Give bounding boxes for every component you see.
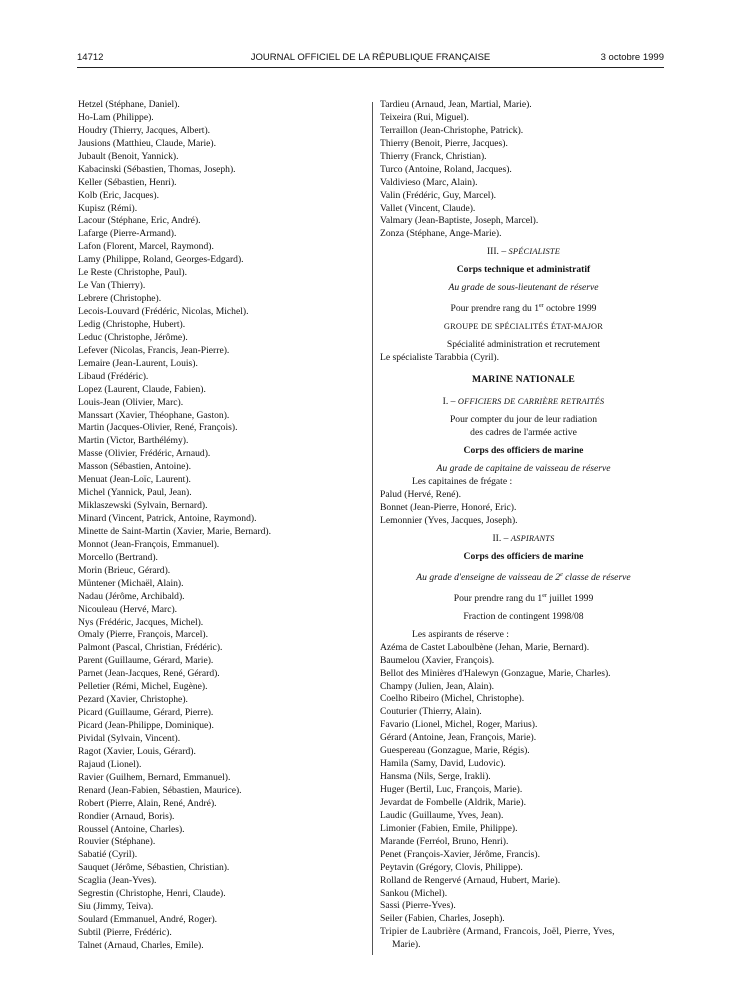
list-item: Omaly (Pierre, François, Marcel). — [78, 629, 209, 641]
list-item: Gérard (Antoine, Jean, François, Marie). — [380, 732, 537, 744]
list-item: Jausions (Matthieu, Claude, Marie). — [78, 137, 217, 149]
list-item: Monnot (Jean-François, Emmanuel). — [78, 538, 220, 550]
list-item: Martin (Victor, Barthélémy). — [78, 435, 189, 447]
list-item: Azéma de Castet Laboulbène (Jehan, Marie, Bernard). — [380, 641, 590, 653]
section-heading-officiers — [380, 396, 667, 409]
column-divider — [372, 102, 373, 955]
list-item: Thierry (Benoit, Pierre, Jacques). — [380, 137, 508, 149]
list-item: Palmont (Pascal, Christian, Frédéric). — [78, 642, 223, 654]
list-item: Penet (François-Xavier, Jérôme, Francis). — [380, 848, 540, 860]
list-item: Couturier (Thierry, Alain). — [380, 706, 482, 718]
list-item: Bellot des Minières d'Halewyn (Gonzague, Marie, Charles). — [380, 667, 611, 679]
rang-juillet-line — [380, 590, 667, 606]
list-item-continuation: Marie). — [392, 939, 421, 951]
list-item: Kupisz (Rémi). — [78, 202, 138, 214]
list-item: Morcello (Bertrand). — [78, 551, 158, 563]
list-item: Minard (Vincent, Patrick, Antoine, Raymond). — [78, 513, 257, 524]
header-rule — [77, 67, 664, 68]
capitaines-intro: Les capitaines de frégate : — [412, 475, 513, 487]
list-item: Miklaszewski (Sylvain, Bernard). — [78, 500, 208, 512]
list-item: Teixeira (Rui, Miguel). — [380, 111, 469, 123]
list-item: Parent (Guillaume, Gérard, Marie). — [78, 655, 214, 667]
list-item: Kolb (Eric, Jacques). — [78, 189, 159, 201]
section-title: SPÉCIALISTE — [508, 247, 561, 257]
rang-text: Pour prendre rang du 1 — [453, 592, 543, 604]
section-heading-specialiste — [380, 246, 667, 259]
list-item: Lebrere (Christophe). — [78, 293, 162, 305]
journal-title: JOURNAL OFFICIEL DE LA RÉPUBLIQUE FRANÇAISE — [250, 52, 491, 63]
list-item: Roussel (Antoine, Charles). — [78, 823, 185, 835]
section-heading-aspirants — [380, 533, 667, 546]
list-item: Kabacinski (Sébastien, Thomas, Joseph). — [78, 163, 236, 175]
list-item: Valdivieso (Marc, Alain). — [380, 176, 478, 188]
corps-officiers-heading: Corps des officiers de marine — [463, 444, 584, 456]
list-item: Lemonnier (Yves, Jacques, Joseph). — [380, 514, 518, 526]
section-number: II. – — [492, 532, 509, 544]
list-item: Palud (Hervé, René). — [380, 488, 461, 500]
list-item: Parnet (Jean-Jacques, René, Gérard). — [78, 668, 220, 680]
list-item: Martin (Jacques-Olivier, René, François). — [78, 422, 238, 434]
corps-heading: Corps technique et administratif — [456, 264, 591, 276]
list-item: Nys (Frédéric, Jacques, Michel). — [78, 616, 204, 628]
list-item: Ledig (Christophe, Hubert). — [78, 318, 186, 330]
section-title: OFFICIERS DE CARRIÈRE RETRAITÉS — [457, 397, 605, 407]
list-item: Turco (Antoine, Roland, Jacques). — [380, 163, 512, 175]
list-item: Hetzel (Stéphane, Daniel). — [78, 99, 180, 110]
page-header — [77, 52, 664, 68]
list-item: Tardieu (Arnaud, Jean, Martial, Marie). — [380, 99, 532, 110]
list-item: Le Van (Thierry). — [78, 280, 146, 292]
specialite-line: Spécialité administration et recrutement — [446, 339, 601, 351]
list-item: Pezard (Xavier, Christophe). — [78, 694, 188, 706]
list-item: Keller (Sébastien, Henri). — [78, 176, 177, 188]
list-item: Masse (Olivier, Frédéric, Arnaud). — [78, 448, 211, 460]
list-item: Lopez (Laurent, Claude, Fabien). — [78, 383, 206, 395]
list-item: Rouvier (Stéphane). — [78, 836, 156, 848]
list-item: Baumelou (Xavier, François). — [380, 654, 495, 666]
list-item: Pividal (Sylvain, Vincent). — [78, 732, 181, 744]
list-item: Ho-Lam (Philippe). — [78, 111, 154, 123]
grade-suffix: classe de réserve — [562, 571, 631, 583]
grade-line: Au grade de sous-lieutenant de réserve — [448, 282, 599, 294]
list-item: Peytavin (Grégory, Clovis, Philippe). — [380, 861, 523, 873]
list-item: Coelho Ribeiro (Michel, Christophe). — [380, 693, 525, 705]
list-item: Leduc (Christophe, Jérôme). — [78, 331, 188, 343]
list-item: Lafon (Florent, Marcel, Raymond). — [78, 241, 214, 253]
list-item: Michel (Yannick, Paul, Jean). — [78, 487, 192, 499]
list-item: Jevardat de Fombelle (Aldrik, Marie). — [380, 796, 526, 808]
fraction-line: Fraction de contingent 1998/08 — [463, 610, 584, 622]
list-item: Sauquet (Jérôme, Sébastien, Christian). — [78, 862, 230, 874]
list-item: Valin (Frédéric, Guy, Marcel). — [380, 189, 497, 201]
list-item: Picard (Guillaume, Gérard, Pierre). — [78, 707, 214, 719]
list-item: Masson (Sébastien, Antoine). — [78, 461, 191, 473]
list-item: Scaglia (Jean-Yves). — [78, 875, 157, 887]
list-item: Bonnet (Jean-Pierre, Honoré, Eric). — [380, 501, 517, 513]
right-column — [380, 99, 667, 952]
list-item: Limonier (Fabien, Emile, Philippe). — [380, 822, 518, 834]
list-item: Lafarge (Pierre-Armand). — [78, 228, 177, 240]
rang-line — [380, 300, 667, 316]
list-item: Jubault (Benoit, Yannick). — [78, 150, 179, 162]
list-item: Vallet (Vincent, Claude). — [380, 202, 476, 214]
list-item: Hamila (Samy, David, Ludovic). — [380, 758, 506, 770]
section-number: I. – — [442, 396, 456, 408]
list-item: Le Reste (Christophe, Paul). — [78, 267, 187, 279]
list-item: Renard (Jean-Fabien, Sébastien, Maurice). — [78, 784, 242, 796]
list-item: Valmary (Jean-Baptiste, Joseph, Marcel). — [380, 215, 539, 227]
page-number: 14712 — [77, 52, 104, 63]
list-item: Nicouleau (Hervé, Marc). — [78, 603, 178, 615]
list-item: Sabatié (Cyril). — [78, 849, 138, 861]
left-column — [78, 99, 362, 953]
list-item: Lecois-Louvard (Frédéric, Nicolas, Michel). — [78, 306, 249, 317]
list-item: Rondier (Arnaud, Boris). — [78, 810, 175, 822]
list-item: Manssart (Xavier, Théophane, Gaston). — [78, 409, 230, 421]
list-item: Hansma (Nils, Serge, Irakli). — [380, 771, 491, 783]
list-item: Ragot (Xavier, Louis, Gérard). — [78, 745, 196, 757]
grade-sup: e — [560, 571, 563, 578]
list-item: Subtil (Pierre, Frédéric). — [78, 927, 172, 938]
list-item: Libaud (Frédéric). — [78, 370, 149, 382]
list-item: Segrestin (Christophe, Henri, Claude). — [78, 888, 226, 900]
list-item: Talnet (Arnaud, Charles, Emile). — [78, 939, 204, 951]
rang-sup: er — [539, 303, 544, 310]
list-item: Huger (Bertil, Luc, François, Marie). — [380, 784, 523, 796]
list-item: Pelletier (Rémi, Michel, Eugène). — [78, 681, 208, 693]
section-title: ASPIRANTS — [510, 533, 555, 543]
rang-sup: er — [542, 592, 547, 599]
list-item: Louis-Jean (Olivier, Marc). — [78, 396, 184, 408]
list-item: Seiler (Fabien, Charles, Joseph). — [380, 913, 505, 925]
list-item: Terraillon (Jean-Christophe, Patrick). — [380, 124, 524, 136]
list-item: Guespereau (Gonzague, Marie, Régis). — [380, 745, 530, 757]
groupe-heading: GROUPE DE SPÉCIALITÉS ÉTAT-MAJOR — [443, 322, 604, 332]
list-item: Morin (Brieuc, Gérard). — [78, 564, 171, 576]
list-item: Lamy (Philippe, Roland, Georges-Edgard). — [78, 254, 244, 266]
rang-date: juillet 1999 — [546, 592, 594, 604]
list-item: Thierry (Franck, Christian). — [380, 150, 487, 162]
list-item: Champy (Julien, Jean, Alain). — [380, 680, 495, 692]
list-item: Rajaud (Lionel). — [78, 758, 142, 770]
list-item: Rolland de Rengervé (Arnaud, Hubert, Marie). — [380, 874, 561, 886]
corps-officiers-heading-2: Corps des officiers de marine — [463, 550, 584, 562]
list-item: Favario (Lionel, Michel, Roger, Marius). — [380, 719, 538, 731]
list-item: Minette de Saint-Martin (Xavier, Marie, Bernard). — [78, 525, 272, 537]
list-item: Houdry (Thierry, Jacques, Albert). — [78, 124, 211, 136]
list-item: Picard (Jean-Philippe, Dominique). — [78, 720, 214, 731]
radiation-line-2: des cadres de l'armée active — [470, 427, 577, 439]
names-list-top — [380, 99, 667, 241]
section-number: III. – — [486, 246, 507, 258]
marine-nationale-heading: MARINE NATIONALE — [472, 374, 575, 386]
list-item: Lemaire (Jean-Laurent, Louis). — [78, 357, 198, 369]
list-item: Müntener (Michaël, Alain). — [78, 577, 184, 589]
grade-text: Au grade d'enseigne de vaisseau de 2 — [416, 571, 561, 583]
list-item: Tripier de Laubrière (Armand, Francois, Joël, Pierre, Yves, — [380, 926, 615, 938]
list-item: Sankou (Michel). — [380, 887, 448, 899]
specialiste-name: Le spécialiste Tarabbia (Cyril). — [380, 352, 500, 364]
radiation-line-1: Pour compter du jour de leur radiation — [449, 414, 598, 426]
issue-date: 3 octobre 1999 — [600, 52, 664, 63]
list-item: Soulard (Emmanuel, André, Roger). — [78, 914, 218, 926]
list-item: Laudic (Guillaume, Yves, Jean). — [380, 809, 504, 821]
aspirants-list — [380, 642, 667, 927]
aspirants-intro: Les aspirants de réserve : — [412, 628, 509, 640]
list-item: Marande (Ferréol, Bruno, Henri). — [380, 835, 509, 847]
list-item: Lacour (Stéphane, Eric, André). — [78, 215, 201, 227]
capitaines-list — [380, 489, 667, 528]
list-item: Sassi (Pierre-Yves). — [380, 900, 456, 912]
list-item: Zonza (Stéphane, Ange-Marie). — [380, 228, 502, 240]
list-item: Robert (Pierre, Alain, René, André). — [78, 797, 217, 809]
list-item: Menuat (Jean-Loïc, Laurent). — [78, 474, 191, 486]
list-item: Lefever (Nicolas, Francis, Jean-Pierre). — [78, 344, 230, 356]
list-item: Ravier (Guilhem, Bernard, Emmanuel). — [78, 771, 231, 783]
grade-capitaine-line: Au grade de capitaine de vaisseau de réserve — [436, 462, 611, 474]
list-item: Siu (Jimmy, Teiva). — [78, 901, 154, 913]
rang-text: Pour prendre rang du 1 — [450, 303, 539, 315]
grade-enseigne-line — [380, 569, 667, 585]
list-item: Nadau (Jérôme, Archibald). — [78, 590, 185, 602]
rang-date: octobre 1999 — [543, 303, 597, 315]
